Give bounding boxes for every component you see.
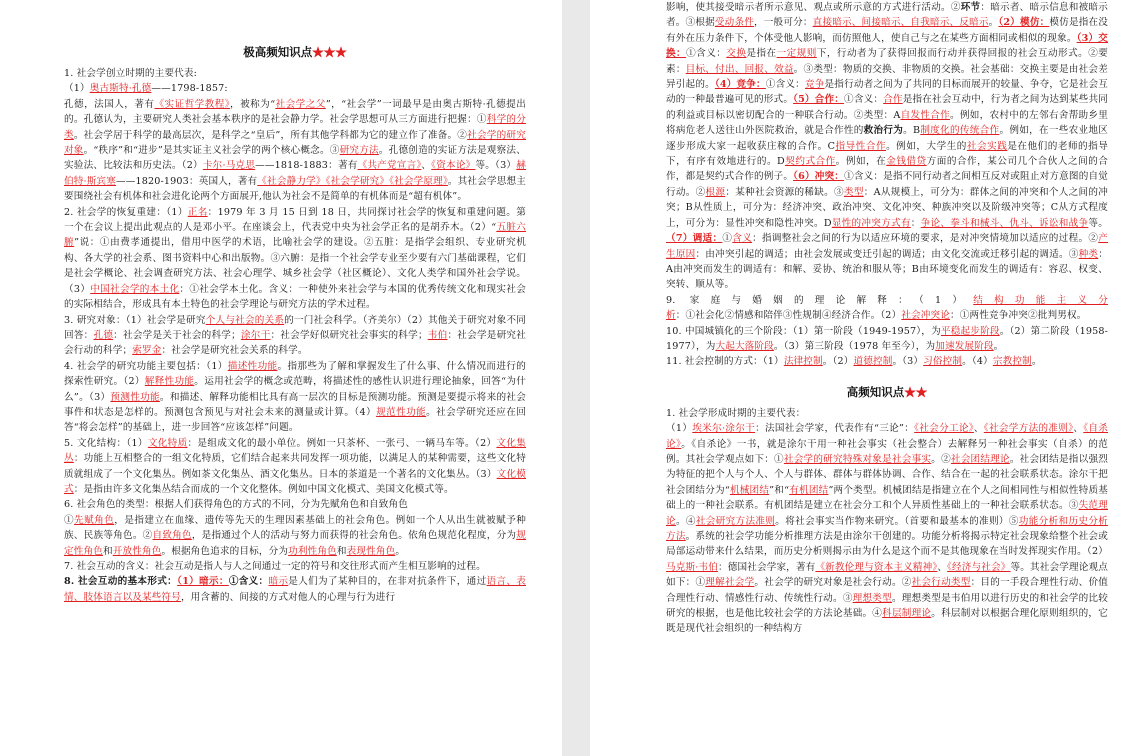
highlighted-term: 暗示 (268, 576, 289, 588)
section-title-2 (666, 384, 1108, 400)
text-run: 9. 家庭与婚姻的理论解释：（1） (666, 294, 974, 306)
text-run: ：暗示者、暗示信息和被暗示者。③根据 (666, 2, 1109, 29)
text-run: ，是指建立在血缘、遗传等先天的生理因素基础上的社会角色。例如一个人从出生就被赋予种族、民族等角色。② (64, 514, 526, 542)
text-run: 。系统的社会学功能分析推理方法是由涂尔干创建的。功能分析将揭示特定社会现象给整个社会或局部运动带来什么结果，而历史分析则揭示由为什么是这个而不是其他现象在当时发挥现实作用。（2） (666, 531, 1108, 558)
text-run: ”说：①由费孝通提出，借用中医学的术语，比喻社会学的建设。②五脏：是指学会组织、专业研究机构、各大学的社会系、图书资料中心和出版物。③六腑：是指一个社会学专业至少要有六门基础课程，它们是社会学概论、社会调查研究方法、社会心理学、城乡社会学（社区概论）、文化人类学和国外社会学说。（3） (64, 237, 526, 295)
text-run: 4. 社会学的研究功能主要包括：（1） (64, 360, 228, 372)
text-run: 。根据角色追求的目标，分为 (161, 545, 289, 557)
text-run: ①含义：是指不同行动者之间相互反对或阻止对方意图的自觉行动。② (666, 171, 1109, 198)
highlighted-term: 含义 (732, 233, 753, 245)
text-run: 。例如，农村中的左邻右舍帮助乡里将病危老人送往山外医院救治，就是合作性的 (666, 109, 1108, 137)
star-rating: ★★★ (312, 45, 347, 59)
text-run: 。例如，在 (835, 156, 887, 168)
text-run: 、 (937, 561, 948, 573)
text-run: 。《自杀论》一书，就是涂尔干用一种社会事实（社会整合）去解释另一种社会事实（自杀）的范例。其社会学观点如下：① (666, 438, 1109, 465)
text-run: 。（3） (892, 356, 924, 368)
highlighted-term: 《共产党宣言》 (357, 160, 422, 172)
text-run: ：指调整社会之间的行为以适应环境的要求，是对冲突情境加以适应的过程。② (752, 233, 1099, 245)
highlighted-term: 契约式合作 (784, 156, 836, 168)
highlighted-term: 自致角色 (152, 530, 192, 542)
highlighted-term: 《社会学方法的准则》 (983, 423, 1074, 435)
text-run: 孔德，法国人，著有 (64, 98, 155, 110)
highlighted-term: 自发性合作 (900, 109, 950, 121)
highlighted-term: 预测性功能 (110, 391, 160, 403)
highlighted-term: 文化集丛 (64, 437, 526, 465)
highlighted-term: 竞争 (804, 79, 825, 91)
highlighted-term: 习俗控制 (923, 356, 963, 368)
highlighted-term: （6）冲突： (793, 171, 845, 183)
paragraph (666, 421, 1108, 637)
highlighted-term: 救治行为 (863, 125, 904, 137)
text-run: 3. 研究对象：（1）社会学是研究 (64, 314, 206, 326)
highlighted-term: 马克斯·韦伯 (666, 561, 718, 573)
highlighted-term: 社会学之父 (275, 98, 326, 110)
text-run: 6. 社会角色的类型：根据人们获得角色的方式的不同，分为先赋角色和自致角色 (64, 499, 408, 511)
text-run: 。科层制对以根据合理化原则组织的，它既是现代社会组织的一种结构方 (666, 608, 1108, 635)
highlighted-term: 《实证哲学教程》 (154, 98, 231, 110)
highlighted-term: 社会实践 (966, 140, 1008, 152)
text-run: 。指那些为了解和掌握发生了什么事、什么情况而进行的探索性研究。（2） (64, 360, 527, 388)
paragraph (64, 66, 526, 81)
highlighted-term: 社会冲突论 (901, 310, 951, 322)
star-rating-2: ★★ (904, 384, 928, 399)
highlighted-term: 受动条件 (714, 17, 754, 29)
text-run: 。③类型：物质的交换、非物质的交换。社会基础：交换主要是由社会差异引起的。 (666, 63, 1108, 91)
text-run: ，是指通过个人的活动与努力而获得的社会角色。依角色规范化程度，分为 (191, 530, 517, 542)
paragraph (666, 354, 1108, 369)
text-run: 影响，使其接受暗示者所示意见、观点或所示意的方式进行活动。② (666, 2, 961, 13)
highlighted-term: 语言、表情、肢体语言以及某些符号 (64, 576, 526, 603)
highlighted-term: 卡尔·马克思 (202, 160, 256, 172)
highlighted-term: 社会团结理论 (950, 453, 1010, 465)
paragraph (64, 513, 526, 559)
text-run: 5. 文化结构：（1） (64, 437, 148, 449)
text-run: 的一门社会科学。（齐美尔）（2）其他关于研究对象不同回答： (64, 314, 526, 341)
highlighted-term: 社会研究方法准则 (695, 515, 776, 527)
paragraph (666, 406, 1108, 421)
highlighted-term: 文化模式 (64, 468, 526, 495)
text-run: ，被称为“ (230, 98, 276, 110)
text-run: 是指在 (746, 48, 777, 60)
highlighted-term: 赫伯特·斯宾塞 (64, 160, 526, 187)
text-run: （1） (666, 423, 693, 435)
highlighted-term: 表现性角色 (346, 545, 396, 557)
paragraph (64, 436, 526, 498)
text-run: ①含义： (844, 94, 884, 106)
highlighted-term: 科学的分类 (64, 114, 526, 141)
highlighted-term: 正名 (187, 206, 208, 218)
text-run: 11. 社会控制的方式：（1） (666, 356, 784, 368)
left-body (64, 66, 526, 605)
highlighted-term: 索罗金 (132, 345, 162, 357)
text-run: ①含义： (765, 79, 805, 91)
paragraph (666, 293, 1108, 324)
highlighted-term: 规范性功能 (376, 406, 427, 418)
paragraph (64, 97, 526, 205)
highlighted-term: 合作 (883, 94, 903, 106)
text-run: 1. 社会学形成时期的主要代表： (666, 407, 806, 419)
highlighted-term: 社会行动类型 (911, 577, 971, 589)
text-run: 1. 社会学创立时期的主要代表: (64, 68, 197, 79)
text-run: 等。 (1088, 217, 1108, 229)
text-run: ：社会学是关于社会的科学； (113, 329, 241, 341)
highlighted-term: 类型 (843, 186, 864, 198)
highlighted-term: 奥古斯特·孔德 (89, 83, 152, 95)
text-run: 是指行动者之间为了共同的目标而展开的较量、争夺，它是社会互动的一种最普遍可见的形式。 (666, 79, 1108, 106)
text-run: ：社会学好似研究社会事实的科学； (270, 329, 428, 341)
text-run: 。孔德创造的实证方法是观察法、实验法、比较法和历史法。（2） (64, 145, 526, 172)
highlighted-term: 法律控制 (783, 356, 823, 368)
text-run: 。将社会事实当作物来研究。（首要和最基本的准则）⑤ (775, 515, 1019, 527)
paragraph (64, 205, 526, 313)
text-run: ①含义： (686, 48, 727, 60)
highlighted-term: 目标、付出、回报、效益 (685, 63, 794, 75)
highlighted-term: 道德控制 (853, 356, 893, 368)
text-run: ——1798-1857: (151, 83, 228, 95)
highlighted-term: 社会学的研究对象 (64, 129, 526, 157)
text-run: 。 (395, 545, 406, 557)
highlighted-term: 孔德 (93, 329, 114, 341)
highlighted-term: （4）竞争： (714, 79, 766, 91)
highlighted-term: 中国社会学的本土化 (90, 283, 180, 295)
text-run: （1） (64, 83, 90, 95)
text-run: 。社会团结是指以强烈为特征的把个人与个人、个人与群体、群体与群体协调、合作、结合在一起的社会联系状态。涂尔干把社会团结分为“ (666, 453, 1109, 496)
text-run: 是人们为了某种目的，在非对抗条件下，通过 (288, 576, 487, 588)
highlighted-term: 制度化的传统合作 (920, 125, 1000, 137)
text-run: ：是组成文化的最小单位。例如一只茶杯、一张弓、一辆马车等。（2） (187, 437, 497, 449)
highlighted-term: 描述性功能 (227, 360, 278, 372)
text-run: ，用含蓄的、间接的方式对他人的心理与行为进行 (180, 591, 396, 603)
highlighted-term: （2）模仿： (998, 17, 1050, 29)
document-page-right (590, 0, 1136, 756)
text-run: 。例如，在一些农业地区逐步形成大家一起收获庄稼的合作。C (666, 125, 1108, 152)
text-run: 。社会学研究还应在回答“将会怎样”的基础上，进一步回答“应该怎样”问题。 (64, 406, 527, 434)
text-run: ——1818-1883：著有 (255, 160, 358, 172)
paragraph (64, 497, 526, 512)
highlighted-term: 产生原因 (666, 233, 1108, 260)
paragraph (666, 324, 1108, 355)
highlighted-term: 研究方法 (339, 145, 379, 157)
document-page-left (0, 0, 562, 756)
spacer (666, 370, 1108, 380)
text-run: 。“秩序”和“进步”是其实证主义社会学的两个核心概念。③ (83, 145, 340, 157)
highlighted-term: 埃米尔·涂尔干 (692, 423, 756, 435)
highlighted-term: 开放性角色 (112, 545, 162, 557)
highlighted-term: 8. 社会互动的基本形式： (64, 576, 178, 588)
paragraph (64, 574, 526, 605)
text-run: 等。（3） (475, 160, 517, 172)
paragraph (64, 81, 526, 96)
highlighted-term: 显性的冲突方式有 (831, 217, 911, 229)
text-run: ：社会学是研究社会关系的科学。 (161, 345, 308, 357)
text-run: ：法国社会学家，代表作有“三论”： (755, 423, 915, 435)
highlighted-term: （1）暗示： (177, 576, 229, 588)
text-run: 2. 社会学的恢复重建：（1） (64, 206, 188, 218)
highlighted-term: 加速发展阶段 (935, 340, 994, 352)
section-title-2-text: 高频知识点 (846, 384, 905, 399)
highlighted-term: 指导性合作 (835, 140, 887, 152)
highlighted-term: 涂尔干 (240, 329, 271, 341)
highlighted-term: 解释性功能 (144, 376, 195, 388)
right-body-2 (666, 406, 1108, 637)
text-run: ： (910, 217, 921, 229)
text-run: ：是指由许多文化集丛结合而成的一个文化整体。例如中国文化模式、美国文化模式等。 (73, 483, 454, 495)
text-run: ：A由冲突而发生的调适有：和解、妥协、统治和服从等；B由环境变化而发生的调适有：容忍、权变、突转、顺从等。 (666, 248, 1108, 291)
highlighted-term: 交换 (726, 48, 747, 60)
text-run: 。② (931, 453, 951, 465)
highlighted-term: 平稳起步阶段 (940, 325, 1000, 337)
highlighted-term: 五脏六腑 (64, 222, 526, 249)
text-run: ：A从规模上，可分为：群体之间的冲突和个人之间的冲突；B从性质上，可分为：经济冲突、政治冲突、文化冲突、种族冲突以及阶级冲突等；C从方式程度上，可分为：显性冲突和隐性冲突。D (666, 186, 1108, 229)
highlighted-term: 规定性角色 (64, 530, 526, 557)
text-run: ”，“社会学”一词最早是由奥古斯特·孔德提出的。孔德认为，主要研究人类社会基本秩序的是社会静力学。社会学思想可从三方面进行把握：① (64, 98, 526, 126)
text-run: 等。其社会学理论观点如下：① (666, 561, 1109, 589)
text-run: ：目的一手段合理性行动、价值合理性行动、情感性行动、传统性行动。③ (666, 577, 1109, 604)
highlighted-term: 理解社会学 (705, 577, 755, 589)
highlighted-term: 失范理论 (666, 500, 1108, 527)
highlighted-term: 大起大落阶段 (715, 340, 774, 352)
section-title-text: 极高频知识点 (243, 45, 313, 59)
highlighted-term: 结构功能主义分析 (666, 294, 1108, 322)
highlighted-term: 韦伯 (427, 329, 448, 341)
paragraph (64, 359, 526, 436)
text-run: 10. 中国城镇化的三个阶段：（1）第一阶段（1949-1957），为 (666, 325, 941, 337)
text-run: 是指在社会互动中，行为者之间为达到某些共同的利益或目标以密切配合的一种联合行动。②类型：A (666, 94, 1108, 121)
text-run: ：功能上互相整合的一组文化特质，它们结合起来共同发挥一项功能，以满足人的某种需要，这些文化特质就组成了一个文化集丛。例如茶文化集丛、酒文化集丛。日本的茶道是一个著名的文化集丛。（3） (64, 453, 526, 480)
text-run: 下，行动者为了获得回报而行动并获得回报的社会互动形式。②要素： (666, 48, 1108, 75)
text-run: 。和描述、解释功能相比具有高一层次的目标是预测功能。预测是要提示将来的社会事件和状态是怎样的。预测包含预见与对社会未来的测量或计算。（4） (64, 391, 527, 418)
highlighted-term: 《社会静力学》《社会学研究》《社会学原理》 (257, 175, 448, 187)
paragraph (64, 313, 526, 359)
text-run: ——1820-1903：英国人，著有 (116, 175, 258, 187)
text-run: 。社会学居于科学的最高层次，是科学之“皇后”，所有其他学科都为它的建立作了准备。② (73, 129, 468, 141)
highlighted-term: 理想类型 (852, 592, 892, 604)
text-run: 。（3）第三阶段（1978 年至今），为 (773, 340, 936, 352)
highlighted-term: 《新教伦理与资本主义精神》 (815, 561, 938, 573)
text-run: ：1979 年 3 月 15 日到 18 日，共同探讨社会学的恢复和重建问题。第一个在会议上提出此观点的人是邓小平。在座谈会上，代表党中央为社会学正名的是胡乔木。（2）“ (64, 206, 526, 234)
text-run: 模仿是指在没有外在压力条件下，个体受他人影响，而仿照他人，使自己与之在某些方面相同或相似的现象。 (666, 17, 1109, 44)
paragraph (666, 0, 1108, 293)
text-run: 。④ (675, 515, 696, 527)
highlighted-term: 金钱借贷 (886, 156, 927, 168)
text-run: 。（2） (822, 356, 854, 368)
highlighted-term: 争论、拳斗和械斗、仇斗、诉讼和战争 (920, 217, 1089, 229)
text-run: ，一般可分： (754, 17, 813, 29)
text-run: 方面的合作，某公司几个合伙人之间的合作，都是契约式合作的例子。 (666, 156, 1109, 183)
text-run: 。（2）第二阶段（1958-1977），为 (666, 325, 1109, 352)
text-run: 。（4） (962, 356, 993, 368)
highlighted-term: 《自杀论》 (666, 423, 1109, 450)
text-run: 和 (102, 545, 113, 557)
highlighted-term: 环节 (960, 2, 981, 13)
text-run: 。理想类型是韦伯用以进行历史的和社会学的比较研究的根据，也是他比较社会学的方法论基础。④ (666, 592, 1108, 620)
text-run: 。社会学的研究对象是社会行动。② (754, 577, 912, 589)
highlighted-term: （3）交换： (666, 32, 1108, 60)
text-run: 7. 社会互动的含义：社会互动是指人与人之间通过一定的符号和交往形式而产生相互影响的过程。 (64, 561, 486, 572)
text-run: ：①社会学本土化。含义：一种使外来社会学与本国的优秀传统文化和现实社会的实际相结合，形成具有本土特色的社会学理论与研究方法的学术过程。 (64, 283, 526, 311)
text-run: ”和“ (769, 484, 790, 496)
text-run: 、 (421, 160, 432, 172)
text-run: 。例如，大学生的 (886, 140, 967, 152)
text-run: ：①两性竞争冲突②批判男权。 (950, 310, 1087, 322)
text-run: 。 (1031, 356, 1042, 368)
text-run: 、 (973, 423, 984, 435)
highlighted-term: 宗教控制 (992, 356, 1032, 368)
text-run: 。其社会学思想主要围绕社会有机体和社会进化论两个方面展开,他认为社会不是简单的有机体而是“超有机体”。 (64, 175, 526, 203)
text-run: 。 (988, 17, 999, 29)
highlighted-term: 社会学的研究特殊对象是社会事实 (783, 453, 932, 465)
highlighted-term: 《资本论》 (431, 160, 476, 172)
highlighted-term: 功能分析和历史分析方法 (666, 515, 1108, 542)
highlighted-term: 个人与社会的关系 (205, 314, 285, 326)
highlighted-term: 有机团结 (789, 484, 829, 496)
text-run: 、 (1073, 423, 1084, 435)
highlighted-term: 《经济与社会》 (947, 561, 1011, 573)
text-run: 。B (903, 125, 921, 137)
highlighted-term: 功利性角色 (288, 545, 337, 557)
highlighted-term: ①含义： (228, 576, 269, 588)
highlighted-term: 直接暗示、间接暗示、自我暗示、反暗示 (812, 17, 989, 29)
text-run: 和 (336, 545, 347, 557)
text-run: 是在他们的老师的指导下，有序有效地进行的。D (666, 140, 1109, 168)
text-run: ”两个类型。机械团结是指建立在个人之间相同性与相似性特质基础上的一种社会联系。有机团结是建立在社会分工和个人异质性基础上的一种社会联系状态。③ (666, 484, 1108, 512)
text-run: ：某种社会资源的稀缺。③ (725, 186, 844, 198)
highlighted-term: （5）合作： (793, 94, 845, 106)
highlighted-term: 文化特质 (147, 437, 188, 449)
text-run: ：由冲突引起的调适；由社会发展或变迁引起的调适；由文化交流或迁移引起的调适。③ (695, 248, 1079, 260)
section-title (64, 44, 526, 60)
text-run: ：①社会化②情感和陪伴③性规制④经济合作。（2） (675, 310, 902, 322)
text-run: ：社会学是研究社会行动的科学； (64, 329, 527, 357)
highlighted-term: 《社会分工论》 (914, 423, 974, 435)
highlighted-term: 根源 (705, 186, 726, 198)
highlighted-term: 机械团结 (729, 484, 770, 496)
text-run: ① (64, 514, 75, 526)
highlighted-term: 科层制理论 (882, 608, 932, 620)
text-run: 。运用社会学的概念或范畴，将描述性的感性认识进行理论抽象，回答“为什么”。（3） (64, 376, 526, 403)
paragraph (64, 559, 526, 574)
highlighted-term: 先赋角色 (74, 514, 115, 526)
highlighted-term: 种类 (1078, 248, 1099, 260)
text-run: 。 (993, 340, 1004, 352)
highlighted-term: （7）调适： (666, 233, 723, 245)
text-run: ：德国社会学家，著有 (717, 561, 816, 573)
text-run: ① (722, 233, 733, 245)
highlighted-term: 一定规则 (776, 48, 817, 60)
right-body (666, 0, 1108, 370)
